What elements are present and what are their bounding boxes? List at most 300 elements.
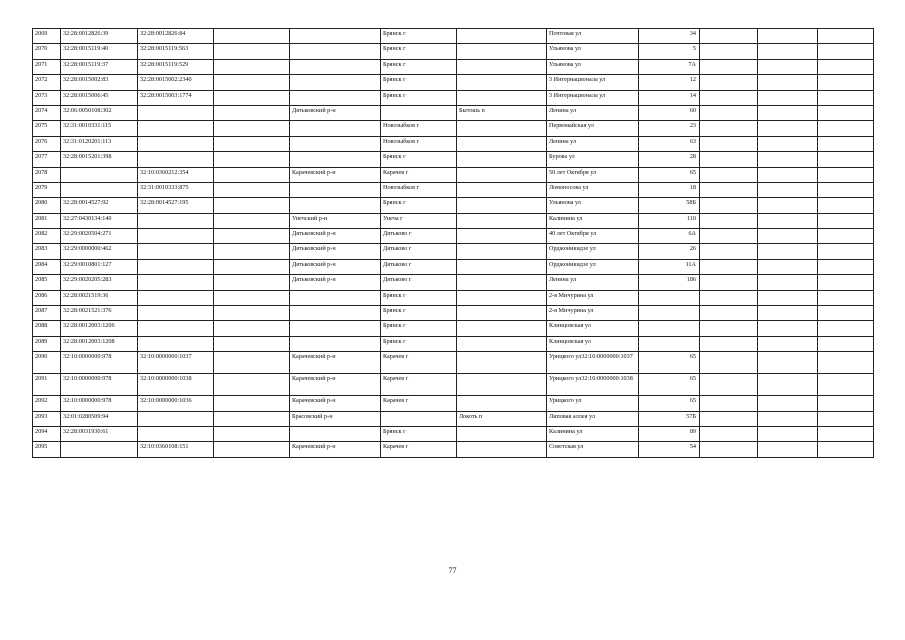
table-cell-c7: Первомайская ул — [547, 121, 639, 136]
table-cell-c9 — [700, 396, 758, 411]
table-cell-c8 — [639, 306, 700, 321]
table-cell-c10 — [758, 152, 818, 167]
table-cell-c2 — [138, 426, 214, 441]
table-cell-c10 — [758, 105, 818, 120]
table-cell-c11 — [818, 105, 874, 120]
register-table — [32, 28, 874, 458]
table-cell-c6 — [457, 136, 547, 151]
table-cell-c6 — [457, 290, 547, 305]
table-cell-c7: 2-я Мичурина ул — [547, 306, 639, 321]
table-cell-c7: Урицкого ул32:10:0000000:1037 — [547, 352, 639, 374]
table-cell-c11 — [818, 121, 874, 136]
table-cell-c5: Брянск г — [381, 90, 457, 105]
table-row — [33, 167, 874, 182]
table-cell-c7: Клинцовская ул — [547, 321, 639, 336]
table-cell-c4 — [290, 290, 381, 305]
table-cell-c5: Новозыбков г — [381, 121, 457, 136]
table-cell-c9 — [700, 152, 758, 167]
table-cell-c8: 11А — [639, 259, 700, 274]
table-cell-c6 — [457, 44, 547, 59]
table-cell-c2: 32:28:0015119:529 — [138, 59, 214, 74]
table-cell-c4 — [290, 90, 381, 105]
table-cell-c10 — [758, 121, 818, 136]
table-cell-c10 — [758, 426, 818, 441]
table-cell-c1: 32:28:0014527:92 — [61, 198, 138, 213]
table-row — [33, 352, 874, 374]
table-cell-n: 2076 — [33, 136, 61, 151]
table-cell-n: 2077 — [33, 152, 61, 167]
table-cell-c2 — [138, 121, 214, 136]
table-row — [33, 306, 874, 321]
table-cell-c3 — [214, 352, 290, 374]
table-cell-c3 — [214, 136, 290, 151]
table-cell-c9 — [700, 321, 758, 336]
table-cell-c11 — [818, 396, 874, 411]
table-cell-c9 — [700, 213, 758, 228]
table-cell-c4 — [290, 198, 381, 213]
table-row — [33, 213, 874, 228]
table-cell-n: 2089 — [33, 336, 61, 351]
table-cell-c11 — [818, 75, 874, 90]
table-cell-c2: 32:28:0015003:1774 — [138, 90, 214, 105]
table-cell-c4: Дятьковский р-н — [290, 275, 381, 290]
table-cell-c1: 32:28:0015002:83 — [61, 75, 138, 90]
table-cell-c2: 32:10:0000000:1037 — [138, 352, 214, 374]
table-cell-c4 — [290, 336, 381, 351]
table-cell-c4 — [290, 121, 381, 136]
table-cell-c6 — [457, 213, 547, 228]
table-cell-n: 2081 — [33, 213, 61, 228]
table-cell-c11 — [818, 182, 874, 197]
table-cell-c1: 32:29:0010801:127 — [61, 259, 138, 274]
table-cell-c4: Карачевский р-н — [290, 396, 381, 411]
table-cell-c4: Карачевский р-н — [290, 167, 381, 182]
table-cell-n: 2087 — [33, 306, 61, 321]
table-cell-c10 — [758, 44, 818, 59]
table-cell-c9 — [700, 29, 758, 44]
table-cell-c6 — [457, 426, 547, 441]
table-cell-c10 — [758, 411, 818, 426]
table-row — [33, 426, 874, 441]
table-cell-c7: Почтовая ул — [547, 29, 639, 44]
table-cell-c5: Брянск г — [381, 59, 457, 74]
table-cell-c5: Новозыбков г — [381, 136, 457, 151]
table-cell-c8: 65 — [639, 167, 700, 182]
table-cell-c2: 32:28:0015119:563 — [138, 44, 214, 59]
table-cell-c9 — [700, 44, 758, 59]
table-cell-c11 — [818, 426, 874, 441]
table-cell-c3 — [214, 182, 290, 197]
table-cell-c2 — [138, 306, 214, 321]
table-row — [33, 198, 874, 213]
table-cell-c3 — [214, 321, 290, 336]
table-cell-c7: Ленина ул — [547, 105, 639, 120]
table-cell-c5: Карачев г — [381, 396, 457, 411]
table-cell-c5: Дятьково г — [381, 275, 457, 290]
table-cell-c11 — [818, 306, 874, 321]
table-cell-c8: 110 — [639, 213, 700, 228]
table-cell-c11 — [818, 136, 874, 151]
table-cell-c1: 32:28:0015119:37 — [61, 59, 138, 74]
table-cell-c6 — [457, 182, 547, 197]
table-cell-c3 — [214, 396, 290, 411]
table-cell-c8: 26 — [639, 244, 700, 259]
table-cell-c5: Брянск г — [381, 336, 457, 351]
table-cell-n: 2093 — [33, 411, 61, 426]
table-cell-n: 2079 — [33, 182, 61, 197]
table-cell-c7: Ульянова ул — [547, 198, 639, 213]
table-cell-c4 — [290, 306, 381, 321]
table-cell-c7: Орджоникидзе ул — [547, 244, 639, 259]
table-cell-c7: 3 Интернационала ул — [547, 75, 639, 90]
table-row — [33, 336, 874, 351]
table-cell-c9 — [700, 229, 758, 244]
table-cell-c6 — [457, 442, 547, 457]
table-cell-c6 — [457, 259, 547, 274]
table-cell-c9 — [700, 259, 758, 274]
table-cell-c4 — [290, 321, 381, 336]
table-cell-c6 — [457, 229, 547, 244]
table-cell-c5: Брянск г — [381, 44, 457, 59]
table-cell-n: 2088 — [33, 321, 61, 336]
table-cell-c8: 58Б — [639, 198, 700, 213]
table-cell-c1: 32:28:0015119:40 — [61, 44, 138, 59]
table-cell-n: 2082 — [33, 229, 61, 244]
table-cell-c11 — [818, 90, 874, 105]
table-cell-c9 — [700, 105, 758, 120]
table-cell-c8: 65 — [639, 396, 700, 411]
table-row — [33, 411, 874, 426]
table-cell-n: 2083 — [33, 244, 61, 259]
table-cell-c8: 12 — [639, 75, 700, 90]
table-cell-c5: Брянск г — [381, 306, 457, 321]
table-cell-c8: 54 — [639, 442, 700, 457]
table-cell-c2 — [138, 259, 214, 274]
table-cell-c2: 32:28:0012826:84 — [138, 29, 214, 44]
table-cell-c11 — [818, 167, 874, 182]
page-number: 77 — [448, 566, 457, 575]
table-cell-c11 — [818, 29, 874, 44]
table-cell-c5: Брянск г — [381, 152, 457, 167]
table-cell-c10 — [758, 306, 818, 321]
table-cell-c10 — [758, 167, 818, 182]
table-cell-c2 — [138, 229, 214, 244]
table-cell-c9 — [700, 244, 758, 259]
table-cell-c7: Липовая аллея ул — [547, 411, 639, 426]
table-row — [33, 182, 874, 197]
table-cell-n: 2080 — [33, 198, 61, 213]
table-cell-c3 — [214, 374, 290, 396]
table-cell-c1: 32:28:0031930:61 — [61, 426, 138, 441]
table-cell-c11 — [818, 275, 874, 290]
table-row — [33, 244, 874, 259]
table-cell-c3 — [214, 213, 290, 228]
table-cell-c1 — [61, 182, 138, 197]
table-cell-c3 — [214, 198, 290, 213]
table-cell-c7: Ленина ул — [547, 136, 639, 151]
table-cell-c3 — [214, 229, 290, 244]
table-cell-n: 2074 — [33, 105, 61, 120]
table-cell-c3 — [214, 290, 290, 305]
table-cell-c4 — [290, 426, 381, 441]
table-cell-c1: 32:28:0021521:376 — [61, 306, 138, 321]
table-cell-c3 — [214, 411, 290, 426]
table-cell-c2: 32:28:0015002:2340 — [138, 75, 214, 90]
table-cell-c6 — [457, 152, 547, 167]
table-cell-c6 — [457, 396, 547, 411]
table-cell-c9 — [700, 136, 758, 151]
table-row — [33, 290, 874, 305]
table-cell-c8: 65 — [639, 374, 700, 396]
table-cell-n: 2091 — [33, 374, 61, 396]
table-cell-c1: 32:28:0015201:398 — [61, 152, 138, 167]
table-cell-c2 — [138, 411, 214, 426]
table-cell-c5: Брянск г — [381, 426, 457, 441]
table-cell-c5: Карачев г — [381, 167, 457, 182]
table-cell-c11 — [818, 152, 874, 167]
table-cell-n: 2094 — [33, 426, 61, 441]
table-cell-c10 — [758, 352, 818, 374]
table-cell-c10 — [758, 29, 818, 44]
table-cell-c2 — [138, 136, 214, 151]
table-cell-c4: Дятьковский р-н — [290, 244, 381, 259]
table-cell-c11 — [818, 259, 874, 274]
table-cell-c10 — [758, 75, 818, 90]
table-cell-c7: 3 Интернационала ул — [547, 90, 639, 105]
table-row — [33, 44, 874, 59]
table-cell-c8 — [639, 321, 700, 336]
table-cell-c6 — [457, 75, 547, 90]
table-cell-c11 — [818, 374, 874, 396]
table-cell-c2: 32:31:0010333:875 — [138, 182, 214, 197]
table-cell-c2: 32:10:0000000:1038 — [138, 374, 214, 396]
table-cell-c7: Урицкого ул — [547, 396, 639, 411]
table-cell-c9 — [700, 411, 758, 426]
table-cell-c1: 32:28:0012826:39 — [61, 29, 138, 44]
table-cell-c5: Дятьково г — [381, 244, 457, 259]
table-cell-c7: 2-я Мичурина ул — [547, 290, 639, 305]
table-cell-n: 2071 — [33, 59, 61, 74]
table-cell-c6: Локоть п — [457, 411, 547, 426]
table-cell-c8: 186 — [639, 275, 700, 290]
table-cell-c1: 32:10:0000000:978 — [61, 352, 138, 374]
table-cell-c1: 32:31:0010331:115 — [61, 121, 138, 136]
table-cell-c8: 60 — [639, 105, 700, 120]
table-cell-c11 — [818, 244, 874, 259]
table-cell-c6 — [457, 374, 547, 396]
table-cell-c9 — [700, 426, 758, 441]
table-cell-c3 — [214, 90, 290, 105]
table-row — [33, 59, 874, 74]
table-row — [33, 121, 874, 136]
table-cell-c3 — [214, 336, 290, 351]
table-row — [33, 442, 874, 457]
table-cell-c8: 7А — [639, 59, 700, 74]
table-cell-c7: Ленина ул — [547, 275, 639, 290]
table-body — [33, 29, 874, 458]
table-cell-c4 — [290, 29, 381, 44]
table-cell-c4 — [290, 136, 381, 151]
table-cell-c3 — [214, 244, 290, 259]
table-cell-c11 — [818, 352, 874, 374]
table-row — [33, 90, 874, 105]
table-cell-c11 — [818, 229, 874, 244]
table-cell-c1: 32:01:0280509:94 — [61, 411, 138, 426]
table-cell-c8: 63 — [639, 136, 700, 151]
table-row — [33, 75, 874, 90]
table-cell-c11 — [818, 442, 874, 457]
table-row — [33, 374, 874, 396]
table-cell-c1: 32:29:0000000:462 — [61, 244, 138, 259]
table-cell-c10 — [758, 213, 818, 228]
table-cell-c9 — [700, 182, 758, 197]
table-cell-n: 2086 — [33, 290, 61, 305]
table-cell-c6 — [457, 90, 547, 105]
table-cell-c3 — [214, 121, 290, 136]
table-cell-c3 — [214, 426, 290, 441]
table-cell-c4: Карачевский р-н — [290, 352, 381, 374]
table-cell-c4 — [290, 59, 381, 74]
table-cell-c3 — [214, 59, 290, 74]
table-cell-c11 — [818, 213, 874, 228]
table-cell-c7: 40 лет Октября ул — [547, 229, 639, 244]
table-cell-c4: Дятьковский р-н — [290, 105, 381, 120]
table-cell-c8: 34 — [639, 29, 700, 44]
table-cell-n: 2090 — [33, 352, 61, 374]
table-cell-c4: Дятьковский р-н — [290, 259, 381, 274]
table-cell-c1: 32:28:0021519:36 — [61, 290, 138, 305]
table-cell-c4 — [290, 182, 381, 197]
table-cell-n: 2078 — [33, 167, 61, 182]
table-cell-c10 — [758, 374, 818, 396]
table-cell-c10 — [758, 259, 818, 274]
table-cell-c2: 32:10:0360108:151 — [138, 442, 214, 457]
table-cell-c4 — [290, 152, 381, 167]
table-cell-c10 — [758, 290, 818, 305]
table-cell-c7: Клинцовская ул — [547, 336, 639, 351]
table-cell-c2: 32:28:0014527:195 — [138, 198, 214, 213]
table-cell-c5: Брянск г — [381, 29, 457, 44]
table-cell-c10 — [758, 321, 818, 336]
table-cell-c5 — [381, 411, 457, 426]
table-cell-n: 2073 — [33, 90, 61, 105]
table-cell-c9 — [700, 75, 758, 90]
table-cell-c1: 32:27:0430134:140 — [61, 213, 138, 228]
table-cell-c6 — [457, 352, 547, 374]
table-cell-c3 — [214, 105, 290, 120]
table-cell-c3 — [214, 29, 290, 44]
table-cell-c10 — [758, 244, 818, 259]
table-cell-c2 — [138, 213, 214, 228]
table-cell-c11 — [818, 198, 874, 213]
table-cell-c2: 32:10:0000000:1036 — [138, 396, 214, 411]
table-cell-n: 2092 — [33, 396, 61, 411]
table-cell-n: 2070 — [33, 44, 61, 59]
table-cell-c9 — [700, 374, 758, 396]
table-cell-c5: Брянск г — [381, 290, 457, 305]
table-cell-c10 — [758, 59, 818, 74]
table-cell-c2 — [138, 321, 214, 336]
table-cell-c5: Брянск г — [381, 321, 457, 336]
table-cell-c4: Карачевский р-н — [290, 442, 381, 457]
table-cell-c1: 32:28:0012003:1206 — [61, 321, 138, 336]
table-cell-c7: Урицкого ул32:10:0000000:1038 — [547, 374, 639, 396]
table-cell-c10 — [758, 90, 818, 105]
table-cell-c10 — [758, 442, 818, 457]
table-row — [33, 29, 874, 44]
table-row — [33, 275, 874, 290]
table-cell-c7: Бурова ул — [547, 152, 639, 167]
table-cell-c8: 23 — [639, 121, 700, 136]
table-cell-c7: 50 лет Октября ул — [547, 167, 639, 182]
table-cell-c1: 32:28:0012003:1208 — [61, 336, 138, 351]
table-cell-c9 — [700, 352, 758, 374]
table-cell-c10 — [758, 396, 818, 411]
table-cell-c7: Ломоносова ул — [547, 182, 639, 197]
table-cell-c2 — [138, 336, 214, 351]
table-cell-c9 — [700, 442, 758, 457]
table-cell-c9 — [700, 59, 758, 74]
table-cell-c10 — [758, 275, 818, 290]
table-cell-c6 — [457, 121, 547, 136]
table-cell-c2 — [138, 244, 214, 259]
table-cell-c1: 32:10:0000000:978 — [61, 396, 138, 411]
table-cell-c8: 65 — [639, 352, 700, 374]
table-cell-c5: Унеча г — [381, 213, 457, 228]
table-cell-c10 — [758, 182, 818, 197]
table-cell-c10 — [758, 229, 818, 244]
table-cell-c2 — [138, 290, 214, 305]
table-cell-c3 — [214, 44, 290, 59]
table-cell-c7: Калинина ул — [547, 213, 639, 228]
table-cell-n: 2084 — [33, 259, 61, 274]
table-cell-c9 — [700, 121, 758, 136]
table-cell-c8 — [639, 336, 700, 351]
table-row — [33, 396, 874, 411]
table-cell-c3 — [214, 75, 290, 90]
table-cell-c6 — [457, 336, 547, 351]
table-cell-c2: 32:10:0360212:354 — [138, 167, 214, 182]
table-cell-c4: Дятьковский р-н — [290, 229, 381, 244]
table-cell-c11 — [818, 321, 874, 336]
table-cell-c1 — [61, 167, 138, 182]
table-cell-c6 — [457, 198, 547, 213]
table-cell-c1: 32:06:0050108:302 — [61, 105, 138, 120]
table-cell-c9 — [700, 90, 758, 105]
table-cell-c8 — [639, 290, 700, 305]
table-row — [33, 229, 874, 244]
table-cell-c6 — [457, 321, 547, 336]
table-cell-c1 — [61, 442, 138, 457]
table-cell-c5: Новозыбков г — [381, 182, 457, 197]
table-cell-c6 — [457, 29, 547, 44]
table-cell-c4: Унечский р-н — [290, 213, 381, 228]
table-cell-c6 — [457, 275, 547, 290]
table-cell-c10 — [758, 198, 818, 213]
table-cell-c8: 18 — [639, 182, 700, 197]
table-cell-c11 — [818, 336, 874, 351]
table-cell-c4 — [290, 44, 381, 59]
table-cell-c6 — [457, 59, 547, 74]
table-cell-c8: 28 — [639, 152, 700, 167]
table-cell-c5: Карачев г — [381, 374, 457, 396]
table-cell-c9 — [700, 275, 758, 290]
table-cell-c5: Дятьково г — [381, 259, 457, 274]
table-cell-c8: 6А — [639, 229, 700, 244]
table-cell-c9 — [700, 290, 758, 305]
table-cell-c5: Карачев г — [381, 352, 457, 374]
table-cell-c5: Брянск г — [381, 75, 457, 90]
